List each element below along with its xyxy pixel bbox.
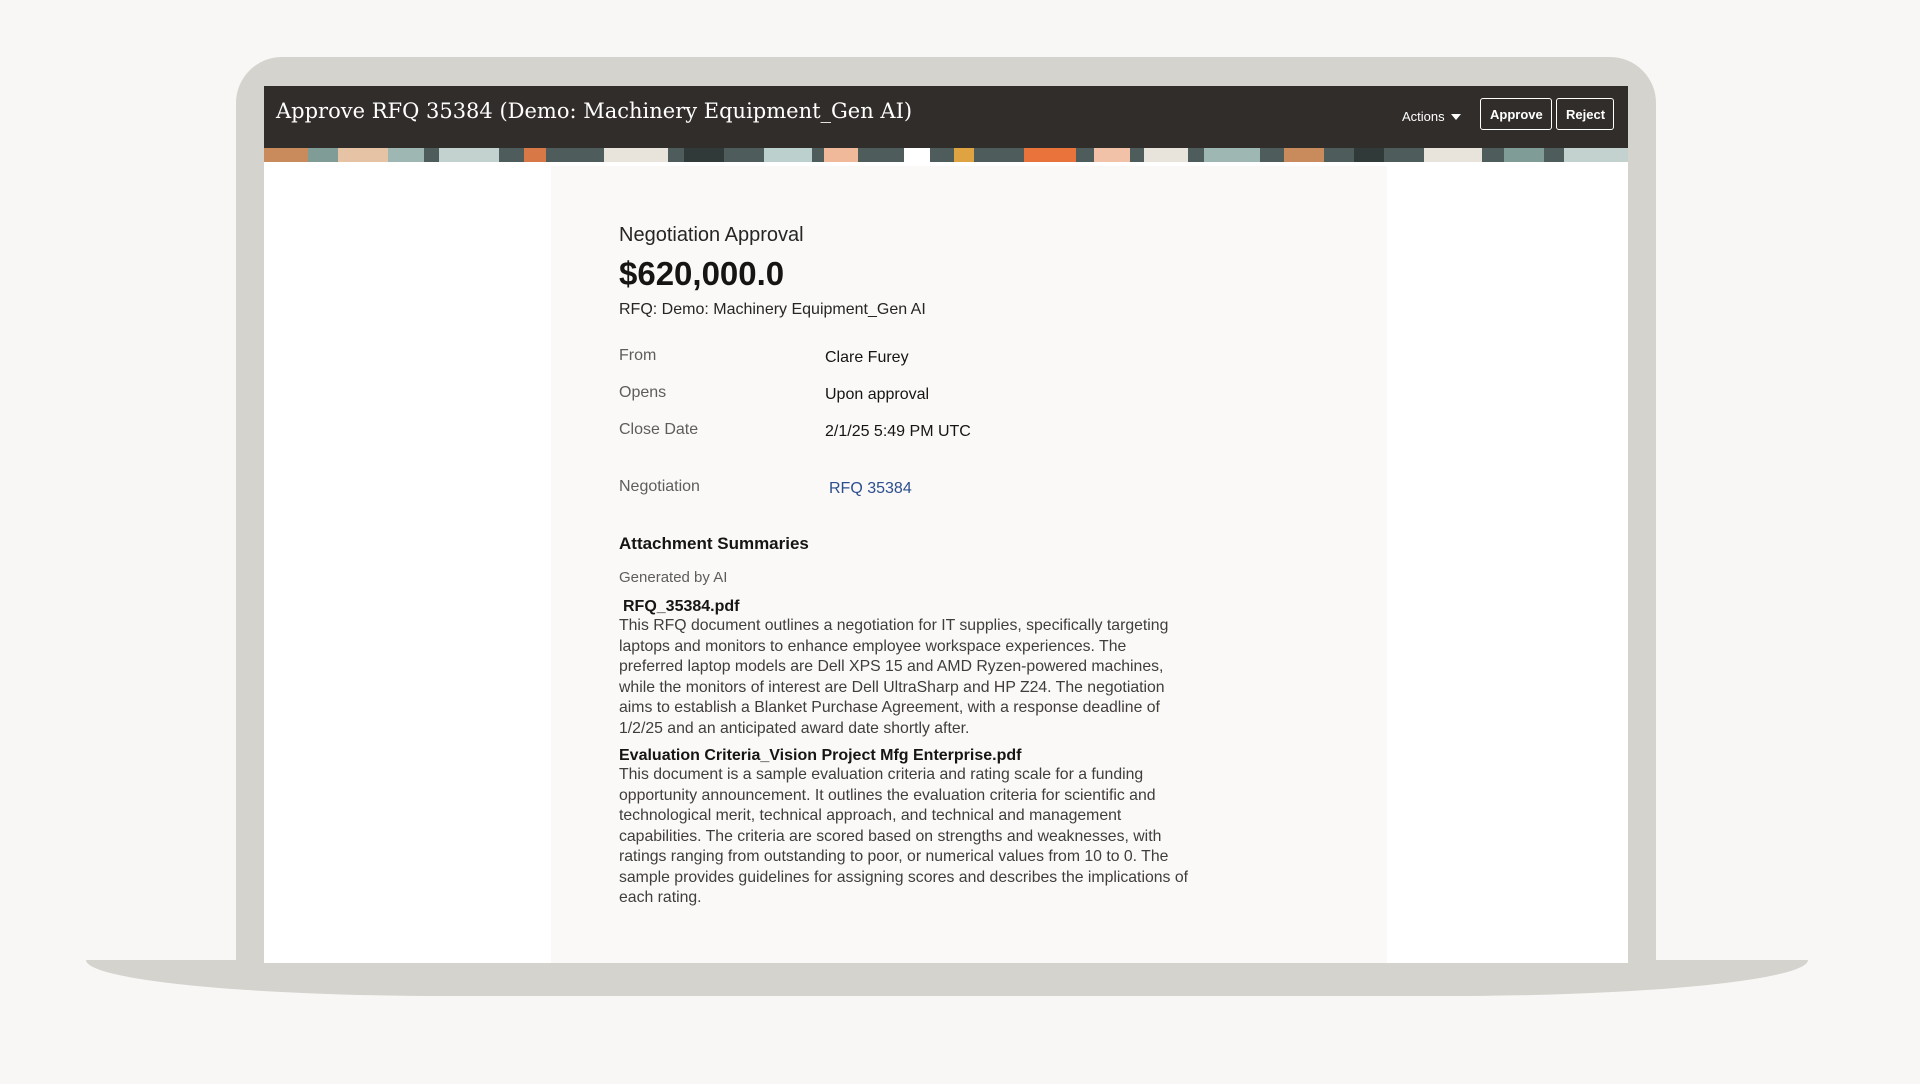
close-date-label: Close Date	[619, 421, 699, 438]
page-title: Approve RFQ 35384 (Demo: Machinery Equipment_Gen AI)	[276, 99, 913, 123]
attachment-file-name: Evaluation Criteria_Vision Project Mfg Enterprise.pdf	[619, 747, 1022, 764]
generated-by-ai-note: Generated by AI	[619, 569, 728, 586]
app-screen	[264, 86, 1628, 963]
chevron-down-icon	[1451, 114, 1461, 120]
approve-button[interactable]: Approve	[1480, 98, 1552, 130]
actions-label: Actions	[1402, 108, 1445, 124]
negotiation-label: Negotiation	[619, 478, 700, 495]
negotiation-link[interactable]: RFQ 35384	[829, 480, 912, 497]
laptop-base	[86, 960, 1808, 996]
attachment-summary: This RFQ document outlines a negotiation for IT supplies, specifically targeting laptops and monitors to enhance employee workspace experiences. The preferred laptop models are Dell XPS 15 and AMD Ryzen-powered machines, while the monitors of interest are Dell UltraSharp and HP Z24. The negotiation aims to establish a Blanket Purchase Agreement, with a response deadline of 1/2/25 and an anticipated award date shortly after.	[619, 617, 1169, 737]
detail-row-from	[619, 347, 1199, 384]
rfq-name: RFQ: Demo: Machinery Equipment_Gen AI	[619, 301, 926, 318]
page-header	[264, 86, 1628, 148]
opens-label: Opens	[619, 384, 667, 401]
approval-content	[619, 224, 1199, 909]
reject-button[interactable]: Reject	[1556, 98, 1614, 130]
decorative-banner	[264, 148, 1628, 162]
close-date-value: 2/1/25 5:49 PM UTC	[825, 423, 971, 440]
approval-card	[551, 166, 1387, 963]
detail-row-close-date	[619, 421, 1199, 458]
actions-menu[interactable]	[1402, 103, 1461, 129]
detail-row-opens	[619, 384, 1199, 421]
attachment-file-name: RFQ_35384.pdf	[623, 598, 740, 615]
detail-row-negotiation	[619, 478, 1199, 515]
attachment-summary: This document is a sample evaluation criteria and rating scale for a funding opportunity announcement. It outlines the evaluation criteria for scientific and technological merit, technical approach, and technical and management capabilities. The criteria are scored based on strengths and weaknesses, with ratings ranging from outstanding to poor, or numerical values from 10 to 0. The sample provides guidelines for assigning scores and describes the implications of each rating.	[619, 766, 1188, 906]
from-value: Clare Furey	[825, 349, 909, 366]
attachment-summaries-heading: Attachment Summaries	[619, 534, 809, 553]
opens-value: Upon approval	[825, 386, 930, 403]
from-label: From	[619, 347, 657, 364]
approval-subtitle: Negotiation Approval	[619, 224, 804, 246]
approval-amount: $620,000.0	[619, 255, 785, 292]
details-list	[619, 347, 1199, 515]
